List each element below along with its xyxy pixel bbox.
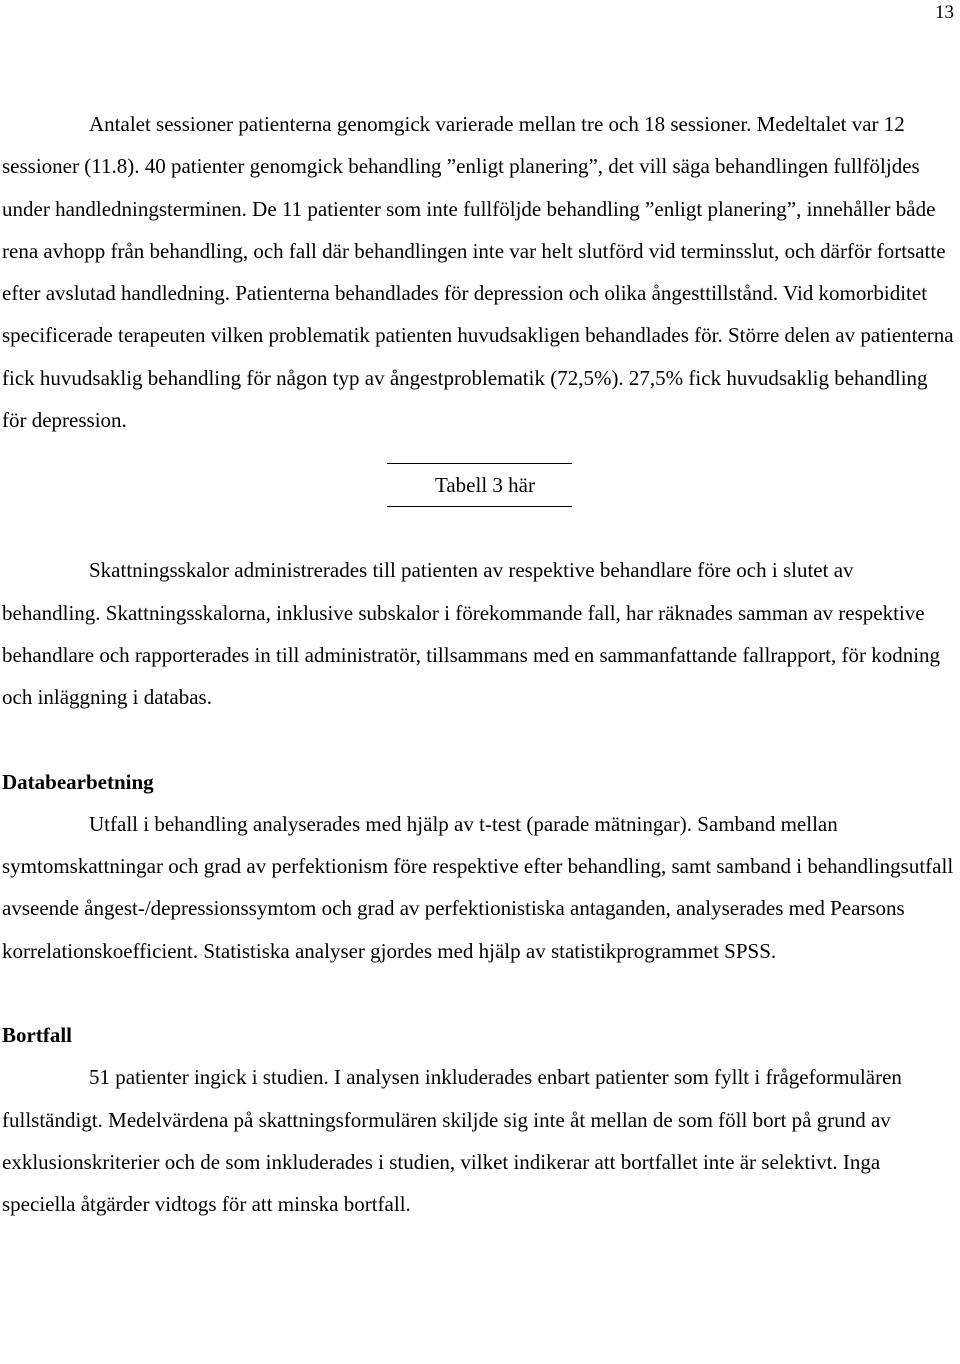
paragraph-sessions: Antalet sessioner patienterna genomgick varierade mellan tre och 18 sessioner. Medeltalet var 12 sessioner (11.8). 40 patienter genomgick behandling ”enligt planering”, det vill säga behandlingen fullföljdes under handledningsterminen. De 11 patienter som inte fullföljde behandling ”enligt planering”, innehåller både rena avhopp från behandling, och fall där behandlingen inte var helt slutförd vid terminsslut, och därför fortsatte efter avslutad handledning. Patienterna behandlades för depression och olika ångesttillstånd. Vid komorbiditet specificerade terapeuten vilken problematik patienten huvudsakligen behandlades för. Större delen av patienterna fick huvudsaklig behandling för någon typ av ångestproblematik (72,5%). 27,5% fick huvudsaklig behandling för depression. [2, 112, 954, 433]
paragraph-rating-scales: Skattningsskalor administrerades till patienten av respektive behandlare före och i slutet av behandling. Skattningsskalorna, inklusive subskalor i förekommande fall, har räknades samman av respektive behandlare och rapporterades in till administratör, tillsammans med en sammanfattande fallrapport, för kodning och inläggning i databas. [2, 558, 941, 710]
paragraph-bortfall: 51 patienter ingick i studien. I analysen inkluderades enbart patienter som fyllt i frågeformulären fullständigt. Medelvärdena på skattningsformulären skiljde sig inte åt mellan de som föll bort på grund av exklusionskriterier och de som inkluderades i studien, vilket indikerar att bortfallet inte är selektivt. Inga speciella åtgärder vidtogs för att minska bortfall. [2, 1065, 902, 1217]
section-heading-databearbetning: Databearbetning [2, 769, 154, 794]
table-placeholder-label: Tabell 3 här [435, 473, 535, 498]
table-placeholder [2, 463, 956, 549]
section-heading-bortfall: Bortfall [2, 1023, 72, 1048]
page-number: 13 [935, 2, 954, 23]
paragraph-databearbetning: Utfall i behandling analyserades med hjälp av t-test (parade mätningar). Samband mellan symtomskattningar och grad av perfektionism före respektive efter behandling, samt samband i behandlingsutfall avseende ångest-/depressionssymtom och grad av perfektionistiska antaganden, analyserades med Pearsons korrelationskoefficient. Statistiska analyser gjordes med hjälp av statistikprogrammet SPSS. [2, 811, 954, 963]
document-body [2, 103, 956, 1226]
